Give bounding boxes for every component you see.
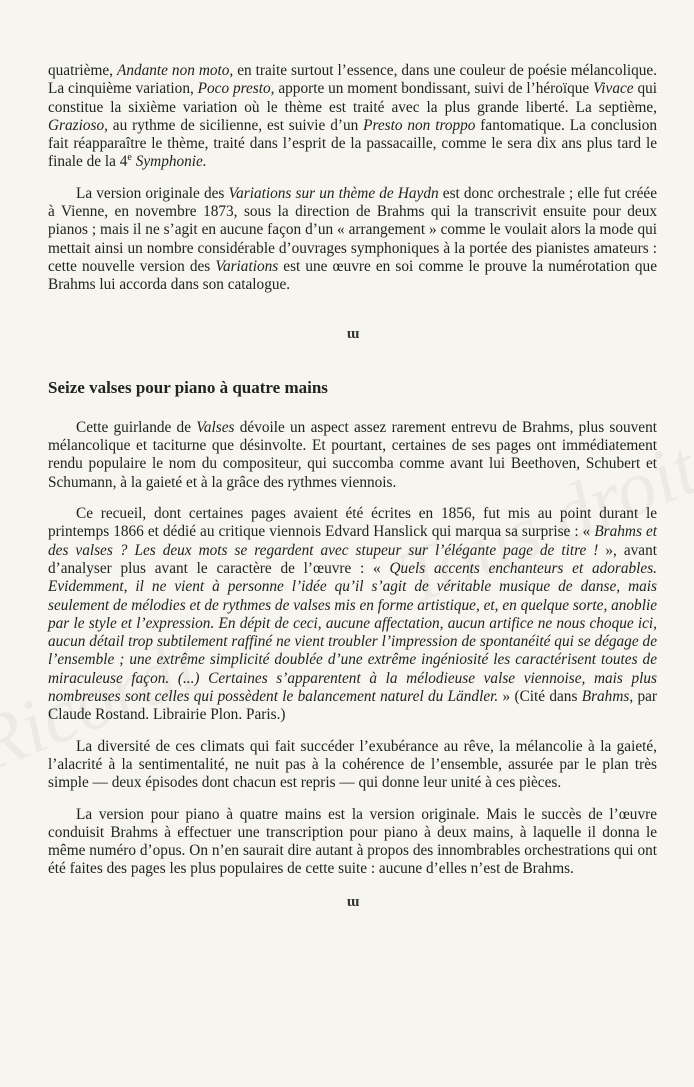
paragraph [48, 806, 657, 879]
italic-text: Vivace [593, 80, 634, 98]
italic-text: Grazioso, [48, 116, 108, 134]
text-run: dévoile un aspect assez rarement entrevu de Brahms, plus souvent mélancolique et taciturne que désinvolte. Et pourtant, certaines de ses pages ont immédiatement rendu populaire le nom du compositeur, qui succomba comme avant lui Beethoven, Schubert et Schumann, à la gaieté et à la grâce des rythmes viennois. [48, 418, 657, 491]
text-run: La diversité de ces climats qui fait succéder l’exubérance au rêve, la mélancolie à la gaieté, l’alacrité à la sentimentalité, ne nuit pas à la cohérence de l’ensemble, assurée par le plan très simple — deux épisodes dont chacun est repris — qui donne leur unité à ces pièces. [48, 737, 657, 792]
italic-text: Andante non moto, [116, 62, 234, 79]
italic-text: Valses [196, 418, 235, 436]
text-run: La version pour piano à quatre mains est la version originale. Mais le succès de l’œuvre conduisit Brahms à effectuer une transcription pour piano à deux mains, à laquelle il donna le même numéro d’opus. On n’en saurait dire autant à propos des innombrables orchestrations qui ont été faites des pages les plus populaires de cette suite : aucune d’elles n’est de Brahms. [48, 805, 657, 878]
text-run: quatrième, [48, 62, 117, 79]
paragraph [48, 738, 657, 793]
text-run: par Claude Rostand. Librairie Plon. Paris.) [48, 688, 658, 724]
text-run: » (Cité dans [498, 688, 582, 706]
ornament-icon: ɯ [346, 325, 359, 342]
text-run: », avant d’analyser plus avant le caractère de l’œuvre : « [48, 541, 657, 577]
italic-text: Brahms et des valses ? Les deux mots se regardent avec stupeur sur l’élégante page de titre ! [48, 523, 657, 559]
text-run: au rythme de sicilienne, est suivie d’un [107, 116, 364, 134]
paragraph [48, 62, 657, 172]
text-run: La version originale des [76, 184, 229, 202]
italic-text: Variations sur un thème de Haydn [228, 184, 439, 202]
text-run: apporte un moment bondissant, suivi de l’héroïque [274, 80, 594, 98]
italic-text: Symphonie. [135, 153, 207, 171]
text-run: en traite surtout l’essence, dans une couleur de poésie mélancolique. La cinquième variation, [48, 62, 657, 98]
document-page [48, 62, 657, 911]
text-run: qui constitue la sixième variation où le thème est traité avec la plus grande liberté. La septième, [48, 80, 657, 116]
italic-text: Poco presto, [197, 80, 275, 98]
paragraph [48, 419, 657, 492]
text-run: est une œuvre en soi comme le prouve la numérotation que Brahms lui accorda dans son catalogue. [48, 257, 657, 294]
italic-text: Variations [215, 257, 279, 275]
text-run: e [127, 152, 132, 164]
italic-text: Quels accents enchanteurs et adorables. Evidemment, il ne vient à personne l’idée qu’il s’agit de véritable musique de danse, mais seulement de mélodies et de rythmes de valses mis en forme artistique, et, en quelque sorte, anoblie par le style et l’expression. En dépit de ceci, aucune affectation, aucun artifice ne nous choque ici, aucun détail trop subtilement raffiné ne vient troubler l’impression de spontanéité qui se dégage de l’ensemble ; une extrême simplicité doublée d’une extrême ingéniosité les caractérisent toutes de miraculeuse façon. (...) Certaines s’apparentent à la mélodieuse valse viennoise, mais plus nombreuses sont celles qui possèdent le balancement naturel du Ländler. [48, 559, 658, 706]
italic-text: Presto non troppo [363, 116, 476, 134]
text-run: Cette guirlande de [76, 418, 197, 436]
text-run: est donc orchestrale ; elle fut créée à Vienne, en novembre 1873, sous la direction de Brahms qui la transcrivit ensuite pour deux pianos ; mais il ne s’agit en aucune façon d’un « arrangement » comme le voulait alors la mode qui mettait ainsi un nombre considérable d’ouvrages symphoniques à la portée des pianistes amateurs : cette nouvelle version des [48, 184, 657, 275]
paragraph [48, 185, 657, 295]
italic-text: Brahms, [581, 688, 634, 706]
section-heading: Seize valses pour piano à quatre mains [48, 377, 328, 397]
text-run: Ce recueil, dont certaines pages avaient été écrites en 1856, fut mis au point durant le printemps 1866 et dédié au critique viennois Edvard Hanslick qui marqua sa surprise : « [48, 505, 657, 541]
paragraph [48, 505, 657, 725]
ornament-icon: ɯ [346, 893, 359, 910]
text-run: fantomatique. La conclusion fait réapparaître le thème, traité dans l’esprit de la passacaille, comme le sera dix ans plus tard le finale de la 4 [48, 116, 657, 171]
